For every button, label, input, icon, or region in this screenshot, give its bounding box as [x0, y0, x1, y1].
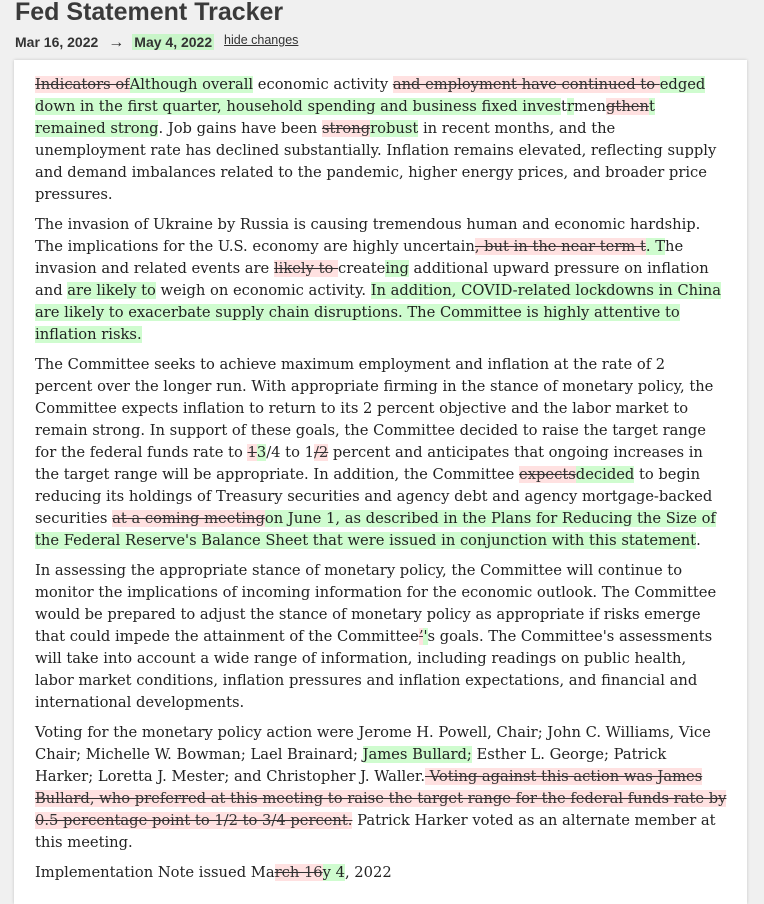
unchanged-text: The Committee seeks to achieve maximum employment and inflation at the rate of 2 percent over the longer run. With appropriate firming in the stance of monetary policy, the Committee expects inflation to return to its 2 percent objective and the labor market to remain strong. In support of these goals, the Committee decided to raise the target range for the federal funds rate to — [35, 356, 714, 461]
unchanged-text: Patrick Harker voted as an alternate member at this meeting. — [35, 812, 716, 851]
inserted-text: on June 1, as described in the Plans for Reducing the Size of the Federal Reserve's Balance Sheet that were issued in conjunction with this statement — [35, 510, 716, 549]
hide-changes-link[interactable]: hide changes — [224, 33, 299, 47]
inserted-text: . T — [645, 238, 666, 255]
arrow-right-icon: → — [108, 34, 125, 51]
statement-paragraph — [35, 74, 727, 206]
inserted-text: Although overall — [129, 76, 254, 93]
unchanged-text: to begin reducing its holdings of Treasury securities and agency debt and agency mortgage-backed securities — [35, 466, 713, 527]
deleted-text: at a coming meeting — [112, 510, 265, 527]
deleted-text: likely to — [273, 260, 339, 277]
inserted-text: y 4 — [322, 864, 345, 881]
deleted-text: and employment have continued to — [392, 76, 660, 93]
deleted-text: Indicators of — [35, 76, 130, 93]
unchanged-text: Esther L. George; Patrick Harker; Loretta J. Mester; and Christopher J. Waller. — [35, 746, 667, 785]
deleted-text: Voting against this action was James Bullard, who preferred at this meeting to raise the target range for the federal funds rate by 0.5 percentage point to 1/2 to 3/4 percent. — [35, 768, 727, 829]
inserted-text: ing — [385, 260, 409, 277]
unchanged-text: percent and anticipates that ongoing increases in the target range will be appropriate. In addition, the Committee — [35, 444, 703, 483]
deleted-text: expects — [519, 466, 576, 483]
unchanged-text: , 2022 — [344, 864, 392, 881]
deleted-text: ’ — [418, 628, 424, 645]
deleted-text: 1 — [247, 444, 257, 461]
unchanged-text: t — [560, 98, 567, 115]
deleted-text: rch 16 — [274, 864, 323, 881]
inserted-text: r — [566, 98, 574, 115]
deleted-text: , but in the near term t — [474, 238, 646, 255]
unchanged-text: The invasion of Ukraine by Russia is causing tremendous human and economic hardship. The implications for the U.S. economy are highly uncertain — [35, 216, 701, 255]
page-title: Fed Statement Tracker — [15, 0, 284, 26]
inserted-text: ' — [423, 628, 428, 645]
statement-paragraph — [35, 560, 727, 714]
inserted-text: decided — [575, 466, 635, 483]
unchanged-text: men — [573, 98, 607, 115]
deleted-text: /2 — [313, 444, 329, 461]
unchanged-text: In assessing the appropriate stance of monetary policy, the Committee will continue to monitor the implications of incoming information for the economic outlook. The Committee would be prepared to adjust the stance of monetary policy as appropriate if risks emerge that could impede the attainment of the Committee — [35, 562, 717, 645]
statement-paragraph — [35, 722, 727, 854]
statement-paragraph — [35, 214, 727, 346]
to-date: May 4, 2022 — [134, 34, 213, 50]
inserted-text: James Bullard; — [362, 746, 472, 763]
inserted-text: edged down in the first quarter, household spending and business fixed inves — [35, 76, 706, 115]
unchanged-text: he invasion and related events are — [35, 238, 684, 277]
inserted-text: are likely to — [67, 282, 156, 299]
unchanged-text: economic activity — [253, 76, 393, 93]
deleted-text: strong — [321, 120, 371, 137]
unchanged-text: in recent months, and the unemployment rate has declined substantially. Inflation remains elevated, reflecting supply and demand imbalances related to the pandemic, higher energy prices, and broader price pressures. — [35, 120, 717, 203]
unchanged-text: Implementation Note issued Ma — [35, 864, 275, 881]
unchanged-text: weigh on economic activity. — [155, 282, 371, 299]
statement-diff-card — [14, 60, 747, 904]
unchanged-text: /4 to 1 — [266, 444, 314, 461]
unchanged-text: . — [696, 532, 701, 549]
unchanged-text: additional upward pressure on inflation and — [35, 260, 709, 299]
inserted-text: robust — [370, 120, 419, 137]
date-range — [15, 32, 298, 52]
unchanged-text: . Job gains have been — [158, 120, 322, 137]
unchanged-text: create — [338, 260, 386, 277]
statement-paragraph — [35, 354, 727, 552]
statement-paragraph — [35, 862, 727, 884]
unchanged-text: s goals. The Committee's assessments will take into account a wide range of information, including readings on public health, labor market conditions, inflation pressures and inflation expectations, and financial and international developments. — [35, 628, 713, 711]
unchanged-text: Voting for the monetary policy action were Jerome H. Powell, Chair; John C. Williams, Vice Chair; Michelle W. Bowman; Lael Brainard; — [35, 724, 711, 763]
inserted-text: In addition, COVID-related lockdowns in China are likely to exacerbate supply chain disruptions. The Committee is highly attentive to inflation risks. — [35, 282, 722, 343]
from-date: Mar 16, 2022 — [15, 34, 99, 50]
inserted-text: t remained strong — [35, 98, 655, 137]
inserted-text: 3 — [256, 444, 267, 461]
deleted-text: gthen — [606, 98, 649, 115]
